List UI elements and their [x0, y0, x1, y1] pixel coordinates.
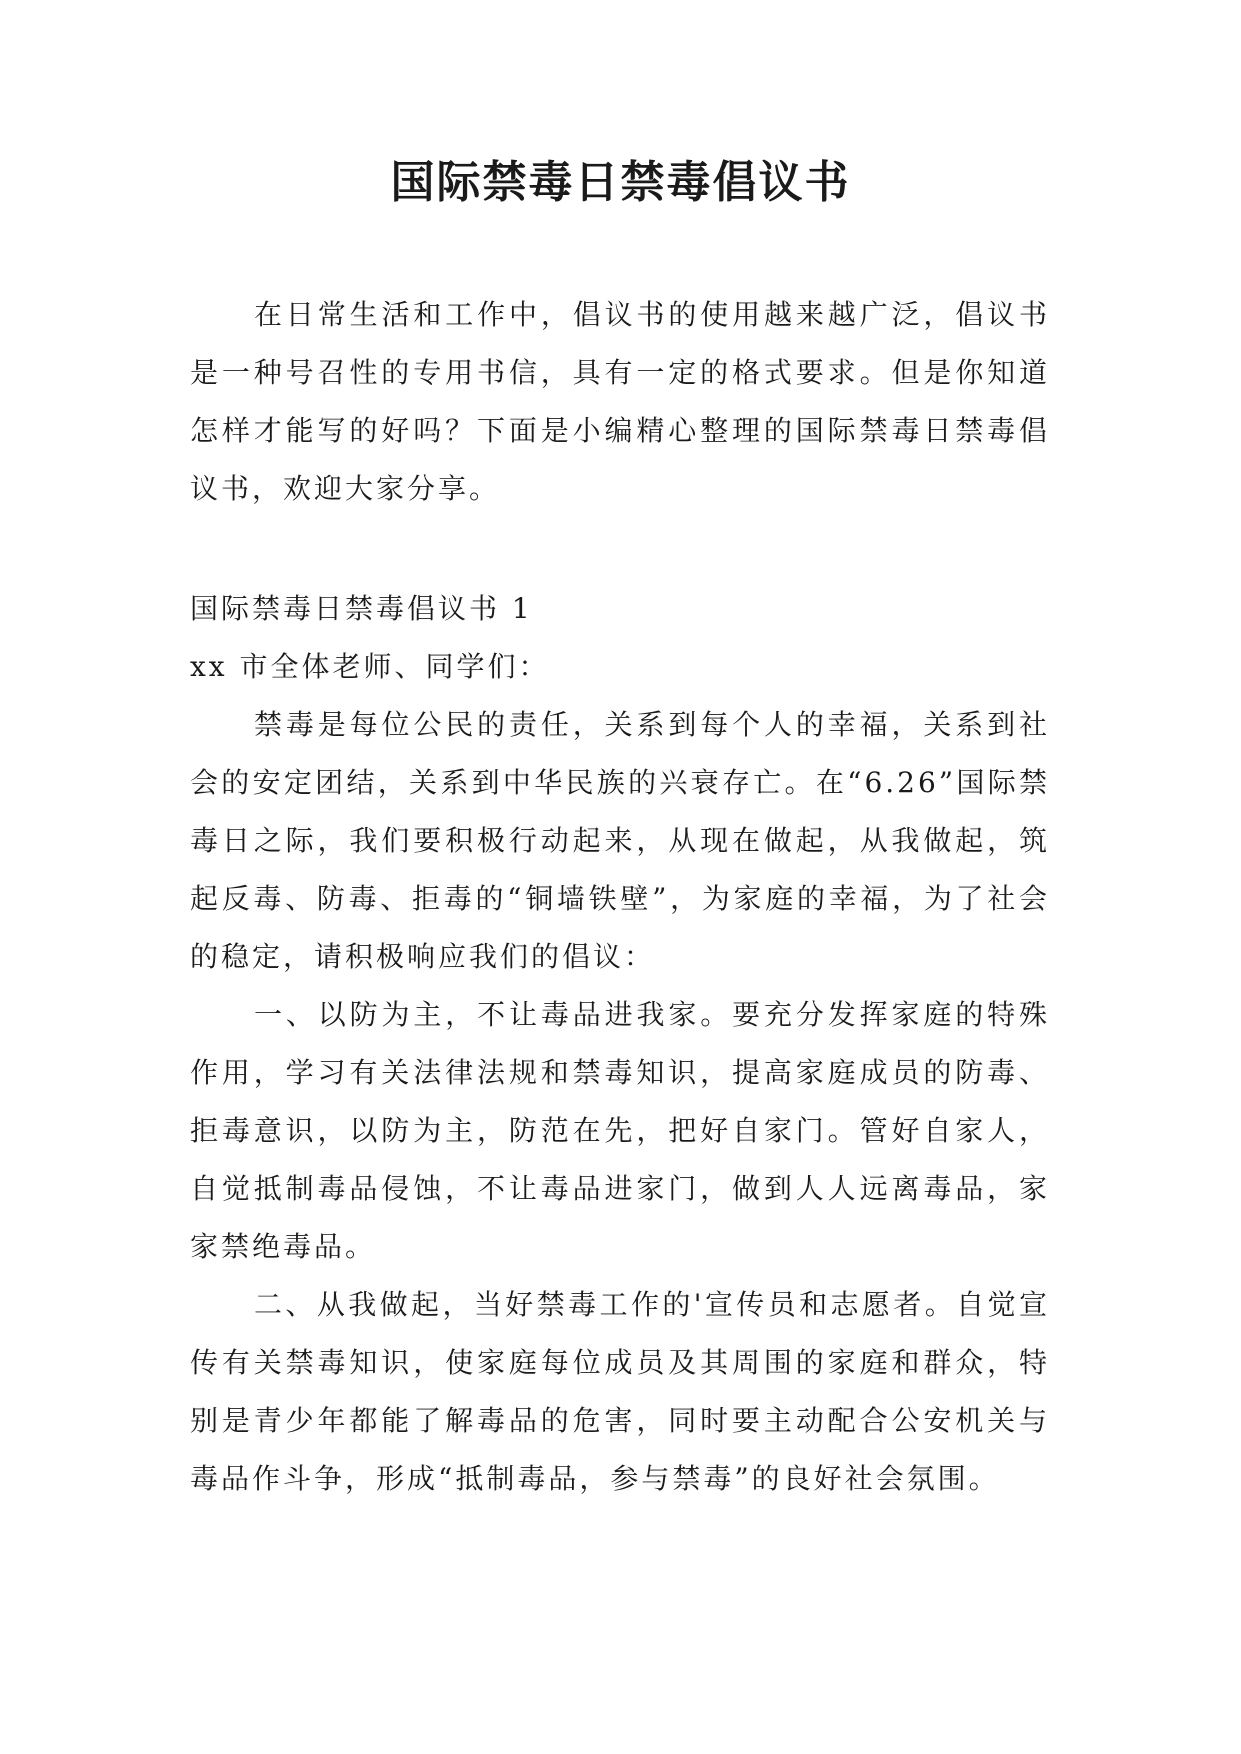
- section-heading: 国际禁毒日禁毒倡议书 1: [190, 592, 533, 625]
- body-paragraph-3: 二、从我做起，当好禁毒工作的'宣传员和志愿者。自觉宣传有关禁毒知识，使家庭每位成员及其周围的家庭和群众，特别是青少年都能了解毒品的危害，同时要主动配合公安机关与毒品作斗争，形成“抵制毒品，参与禁毒”的良好社会氛围。: [190, 1288, 1050, 1495]
- salutation: xx 市全体老师、同学们：: [190, 650, 550, 683]
- section-spacer: [190, 518, 1050, 580]
- intro-paragraph: 在日常生活和工作中，倡议书的使用越来越广泛，倡议书是一种号召性的专用书信，具有一定的格式要求。但是你知道怎样才能写的好吗？下面是小编精心整理的国际禁毒日禁毒倡议书，欢迎大家分享。: [190, 298, 1050, 505]
- document-title: 国际禁毒日禁毒倡议书: [390, 157, 851, 208]
- body-paragraph-2: 一、以防为主，不让毒品进我家。要充分发挥家庭的特殊作用，学习有关法律法规和禁毒知识，提高家庭成员的防毒、拒毒意识，以防为主，防范在先，把好自家门。管好自家人，自觉抵制毒品侵蚀，不让毒品进家门，做到人人远离毒品，家家禁绝毒品。: [190, 998, 1050, 1263]
- document-body: [190, 286, 1050, 1508]
- body-paragraph-1: 禁毒是每位公民的责任，关系到每个人的幸福，关系到社会的安定团结，关系到中华民族的兴衰存亡。在“6.26”国际禁毒日之际，我们要积极行动起来，从现在做起，从我做起，筑起反毒、防毒、拒毒的“铜墙铁壁”，为家庭的幸福，为了社会的稳定，请积极响应我们的倡议：: [190, 708, 1050, 973]
